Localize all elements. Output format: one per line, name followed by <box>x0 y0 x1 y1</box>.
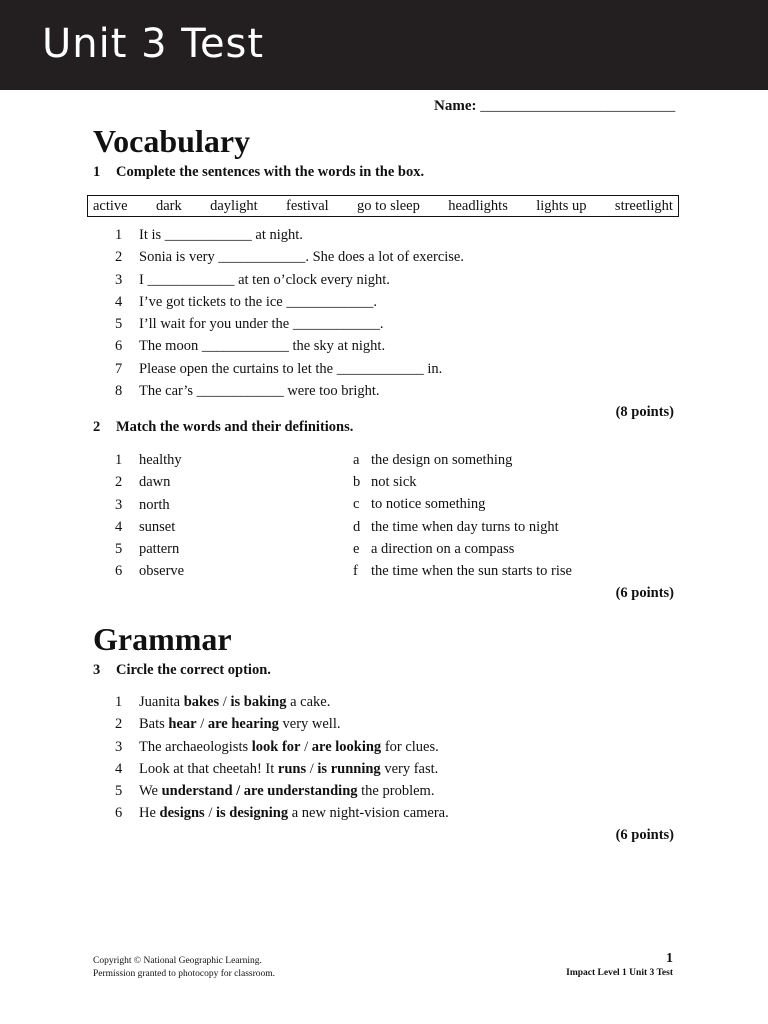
item-letter: d <box>353 518 361 535</box>
word-box-item: festival <box>286 197 329 214</box>
sentence-text: a new night-vision camera. <box>288 805 449 822</box>
option-1: understand / are understanding <box>161 783 358 800</box>
definition-text: the design on something <box>371 452 513 468</box>
answer-blank: ____________ <box>201 338 289 355</box>
sentence-text: The car’s <box>139 383 197 400</box>
sentence-item <box>115 335 464 357</box>
match-word: north <box>139 496 170 513</box>
sentence-text: Sonia is very <box>139 249 219 266</box>
word-box-item: streetlight <box>614 197 673 214</box>
answer-blank: ____________ <box>336 360 424 377</box>
exercise-2-definitions <box>353 449 572 582</box>
item-number: 5 <box>115 316 123 333</box>
sentence-text: Please open the curtains to let the <box>139 360 337 377</box>
sentence-text: a cake. <box>286 694 331 710</box>
item-number: 3 <box>115 271 123 288</box>
option-separator: / <box>196 716 208 733</box>
match-word-item <box>115 449 184 471</box>
item-number: 4 <box>115 760 123 777</box>
exercise-3-sentences <box>115 691 449 825</box>
sentence-text: Bats <box>139 716 169 733</box>
grammar-item <box>115 758 449 780</box>
item-number: 2 <box>115 249 123 266</box>
sentence-item <box>115 246 464 268</box>
item-number: 3 <box>115 496 123 513</box>
item-letter: a <box>353 452 360 468</box>
option-1: hear <box>168 716 197 733</box>
match-word: healthy <box>139 452 182 468</box>
exercise-1-instruction <box>93 164 424 181</box>
sentence-text: the sky at night. <box>288 338 386 355</box>
item-number: 1 <box>115 694 123 710</box>
sentence-text: at ten o’clock every night. <box>234 271 390 288</box>
item-letter: c <box>353 496 360 513</box>
item-number: 5 <box>115 541 123 558</box>
sentence-item <box>115 358 464 380</box>
page-title: Unit 3 Test <box>42 21 265 67</box>
option-1: designs <box>159 805 205 822</box>
word-box-item: dark <box>155 197 182 214</box>
option-2: is running <box>317 760 381 777</box>
item-number: 4 <box>115 293 123 310</box>
grammar-item <box>115 691 449 713</box>
sentence-text: The archaeologists <box>139 738 252 755</box>
item-number: 3 <box>115 738 123 755</box>
definition-item <box>353 538 572 560</box>
option-separator: / <box>306 760 318 777</box>
sentence-text: . <box>373 293 377 310</box>
item-letter: e <box>353 540 360 557</box>
answer-blank: ____________ <box>292 316 380 333</box>
sentence-item <box>115 313 464 335</box>
word-box-item: active <box>93 197 128 214</box>
page-number: 1 <box>666 951 673 966</box>
exercise-3-instruction <box>93 662 271 679</box>
grammar-heading: Grammar <box>93 621 232 657</box>
item-number: 7 <box>115 360 123 377</box>
sentence-text: He <box>139 805 160 822</box>
answer-blank: ____________ <box>147 271 235 288</box>
sentence-text: were too bright. <box>283 383 380 400</box>
vocabulary-heading: Vocabulary <box>93 123 251 159</box>
sentence-text: in. <box>423 360 443 377</box>
sentence-text: very well. <box>278 716 341 733</box>
exercise-number: 3 <box>93 662 101 678</box>
definition-item <box>353 449 572 471</box>
sentence-text: The moon <box>139 338 202 355</box>
sentence-text: It is <box>139 227 165 243</box>
option-1: bakes <box>183 694 220 710</box>
item-number: 4 <box>115 518 123 535</box>
item-number: 1 <box>115 227 123 243</box>
definition-item <box>353 471 572 493</box>
item-letter: b <box>353 474 361 491</box>
option-1: runs <box>277 760 307 777</box>
sentence-text: We <box>139 783 162 800</box>
word-box <box>87 195 679 217</box>
match-word: dawn <box>139 474 171 491</box>
item-number: 6 <box>115 338 123 355</box>
sentence-text: . She does a lot of exercise. <box>305 249 464 266</box>
instruction-text: Circle the correct option. <box>116 662 271 678</box>
definition-text: not sick <box>371 474 417 491</box>
exercise-3-points: (6 points) <box>615 827 674 843</box>
match-word: pattern <box>139 541 180 558</box>
item-number: 8 <box>115 383 123 400</box>
sentence-item <box>115 224 464 246</box>
copyright-text: Copyright © National Geographic Learning. <box>93 956 262 966</box>
answer-blank: ____________ <box>164 227 252 243</box>
option-1: look for <box>251 738 301 755</box>
sentence-item <box>115 291 464 313</box>
match-word: sunset <box>139 518 176 535</box>
option-2: is designing <box>215 805 289 822</box>
sentence-item <box>115 380 464 402</box>
sentence-text: the problem. <box>357 783 435 800</box>
grammar-item <box>115 713 449 735</box>
sentence-item <box>115 269 464 291</box>
sentence-text: Look at that cheetah! It <box>139 760 278 777</box>
match-word-item <box>115 471 184 493</box>
match-word-item <box>115 538 184 560</box>
sentence-text: . <box>379 316 384 333</box>
permission-text: Permission granted to photocopy for classroom. <box>93 969 276 979</box>
word-box-item: headlights <box>448 197 508 214</box>
item-number: 5 <box>115 783 123 800</box>
sentence-text: at night. <box>251 227 303 243</box>
option-separator: / <box>300 738 312 755</box>
sentence-text: very fast. <box>380 760 439 777</box>
match-word-item <box>115 560 184 582</box>
footer-book-title: Impact Level 1 Unit 3 Test <box>566 968 673 978</box>
item-letter: f <box>353 562 358 579</box>
sentence-text: for clues. <box>381 738 439 755</box>
sentence-text: Juanita <box>139 694 184 710</box>
exercise-2-instruction <box>93 419 353 436</box>
item-number: 6 <box>115 563 123 580</box>
name-blank: __________________________ <box>480 98 676 114</box>
name-field <box>434 98 675 115</box>
definition-item <box>353 516 572 538</box>
sentence-text: I’ll wait for you under the <box>139 316 293 333</box>
definition-text: the time when day turns to night <box>371 518 559 535</box>
option-separator: / <box>204 805 216 822</box>
definition-text: the time when the sun starts to rise <box>371 562 572 579</box>
item-number: 1 <box>115 452 123 468</box>
match-word-item <box>115 494 184 516</box>
definition-item <box>353 493 572 515</box>
answer-blank: ____________ <box>196 383 284 400</box>
answer-blank: ____________ <box>218 249 306 266</box>
exercise-number: 2 <box>93 419 101 435</box>
word-box-item: lights up <box>536 197 587 214</box>
sentence-text: I <box>139 271 148 288</box>
exercise-2-points: (6 points) <box>615 585 674 601</box>
exercise-1-points: (8 points) <box>615 404 674 420</box>
name-label: Name: <box>434 98 477 114</box>
option-separator: / <box>219 694 231 710</box>
match-word: observe <box>139 563 185 580</box>
page-header-bar <box>0 0 768 90</box>
exercise-1-sentences <box>115 224 464 402</box>
definition-item <box>353 560 572 582</box>
item-number: 2 <box>115 716 123 733</box>
exercise-2-words <box>115 449 184 583</box>
grammar-item <box>115 736 449 758</box>
option-2: is baking <box>230 694 287 710</box>
definition-text: to notice something <box>371 496 486 513</box>
exercise-number: 1 <box>93 164 101 180</box>
sentence-text: I’ve got tickets to the ice <box>139 293 287 310</box>
grammar-item <box>115 780 449 802</box>
footer-copyright <box>93 955 275 981</box>
grammar-item <box>115 802 449 824</box>
item-number: 6 <box>115 805 123 822</box>
instruction-text: Complete the sentences with the words in the box. <box>116 164 425 180</box>
word-box-item: go to sleep <box>357 197 420 214</box>
word-box-item: daylight <box>210 197 258 214</box>
item-number: 2 <box>115 474 123 491</box>
answer-blank: ____________ <box>286 293 374 310</box>
definition-text: a direction on a compass <box>371 540 515 557</box>
match-word-item <box>115 516 184 538</box>
option-2: are looking <box>311 738 382 755</box>
instruction-text: Match the words and their definitions. <box>116 419 354 435</box>
option-2: are hearing <box>207 716 279 733</box>
